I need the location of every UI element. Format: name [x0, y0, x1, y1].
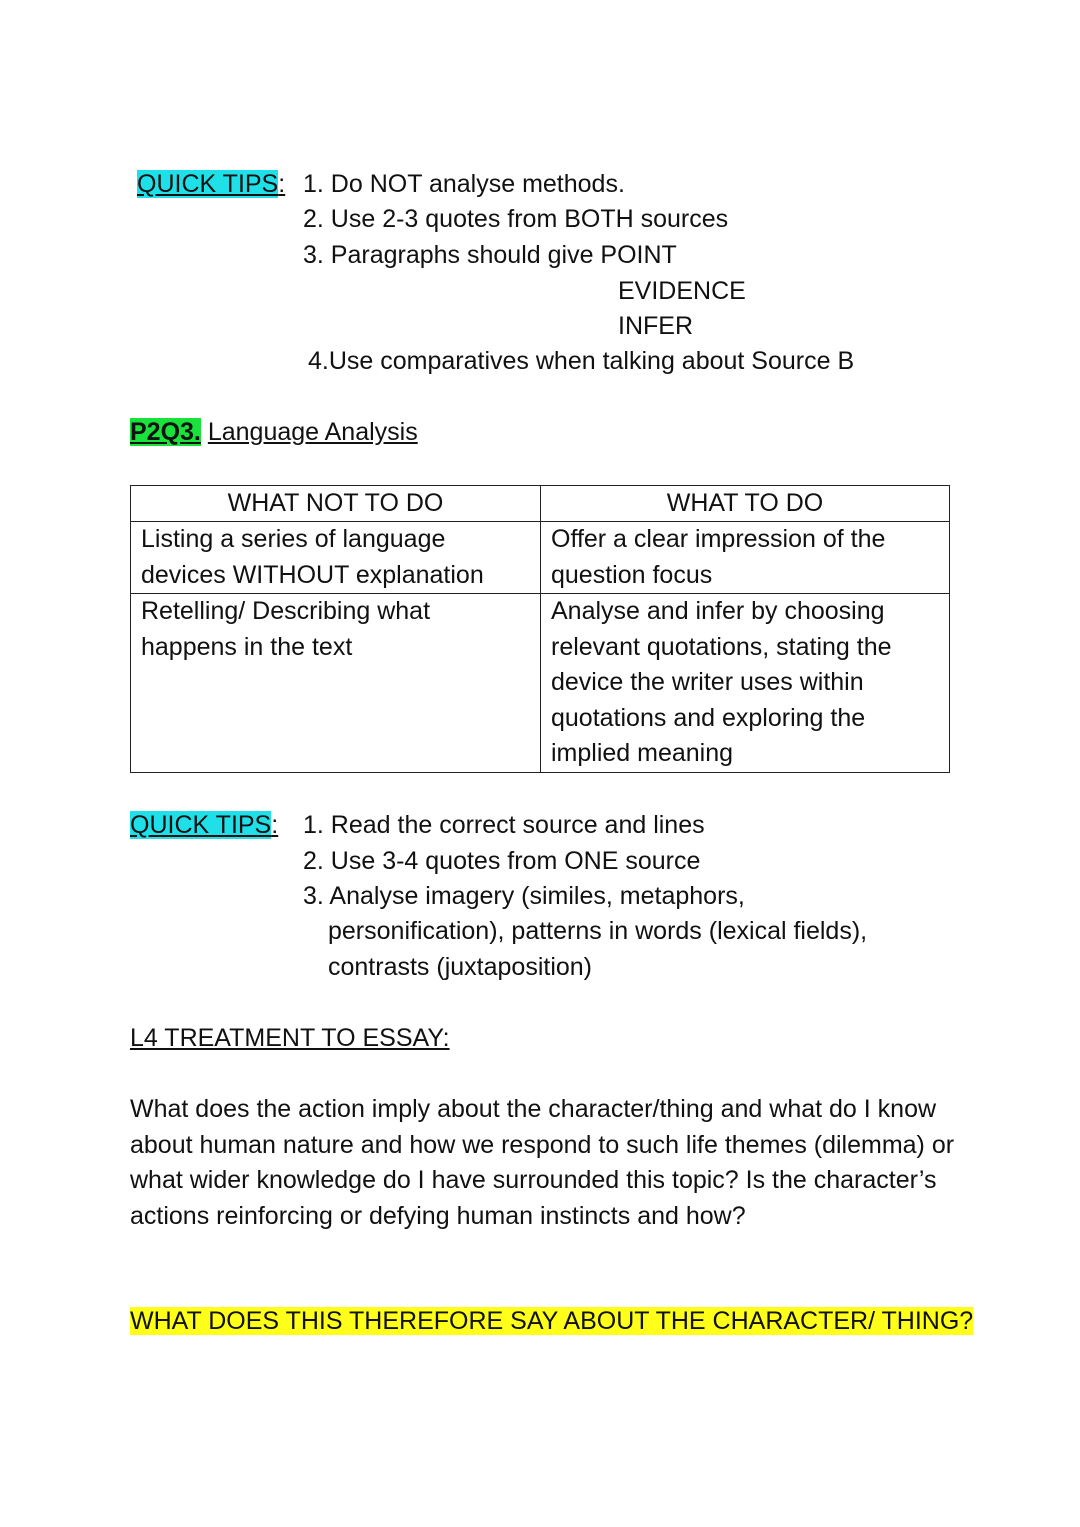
table-row — [131, 522, 950, 594]
tip-1-item-evidence: EVIDENCE — [618, 277, 746, 305]
conclusion-question: WHAT DOES THIS THEREFORE SAY ABOUT THE CHARACTER/ THING? — [130, 1307, 974, 1335]
tip-1-item-2: 2. Use 2-3 quotes from BOTH sources — [303, 205, 729, 233]
table-cell: Retelling/ Describing what happens in the text — [131, 594, 541, 773]
tip-1-item-4: 4.Use comparatives when talking about Source B — [308, 347, 855, 375]
table-cell: Analyse and infer by choosing relevant quotations, stating the device the writer uses within quotations and exploring the implied meaning — [541, 594, 950, 773]
comparison-table — [130, 485, 950, 773]
l4-paragraph: What does the action imply about the character/thing and what do I know about human nature and how we respond to such life themes (dilemma) or what wider knowledge do I have surrounded this topic? Is the character’s actions reinforcing or defying human instincts and how? — [130, 1095, 955, 1230]
tip-1-item-infer: INFER — [618, 312, 693, 340]
header-what-to-do: WHAT TO DO — [541, 486, 950, 522]
l4-heading: L4 TREATMENT TO ESSAY: — [130, 1024, 450, 1052]
quick-tips-label-1: QUICK TIPS: — [137, 170, 286, 198]
table-header-row — [131, 486, 950, 522]
header-what-not-to-do: WHAT NOT TO DO — [131, 486, 541, 522]
section-heading — [130, 415, 418, 450]
quick-tips-label-2: QUICK TIPS: — [130, 811, 279, 839]
tip-2-item-3-cont2: contrasts (juxtaposition) — [328, 953, 593, 981]
tip-2-item-3-cont: personification), patterns in words (lexical fields), — [328, 917, 868, 945]
tip-2-item-2: 2. Use 3-4 quotes from ONE source — [303, 847, 701, 875]
tip-1-item-1: 1. Do NOT analyse methods. — [303, 170, 625, 198]
tip-2-item-3: 3. Analyse imagery (similes, metaphors, — [303, 882, 745, 910]
table-row — [131, 594, 950, 773]
section-code: P2Q3. — [130, 418, 201, 446]
section-title: Language Analysis — [207, 418, 418, 446]
table-cell: Listing a series of language devices WITHOUT explanation — [131, 522, 541, 594]
tip-1-item-3: 3. Paragraphs should give POINT — [303, 241, 677, 269]
tip-2-item-1: 1. Read the correct source and lines — [303, 811, 705, 839]
table-cell: Offer a clear impression of the question focus — [541, 522, 950, 594]
